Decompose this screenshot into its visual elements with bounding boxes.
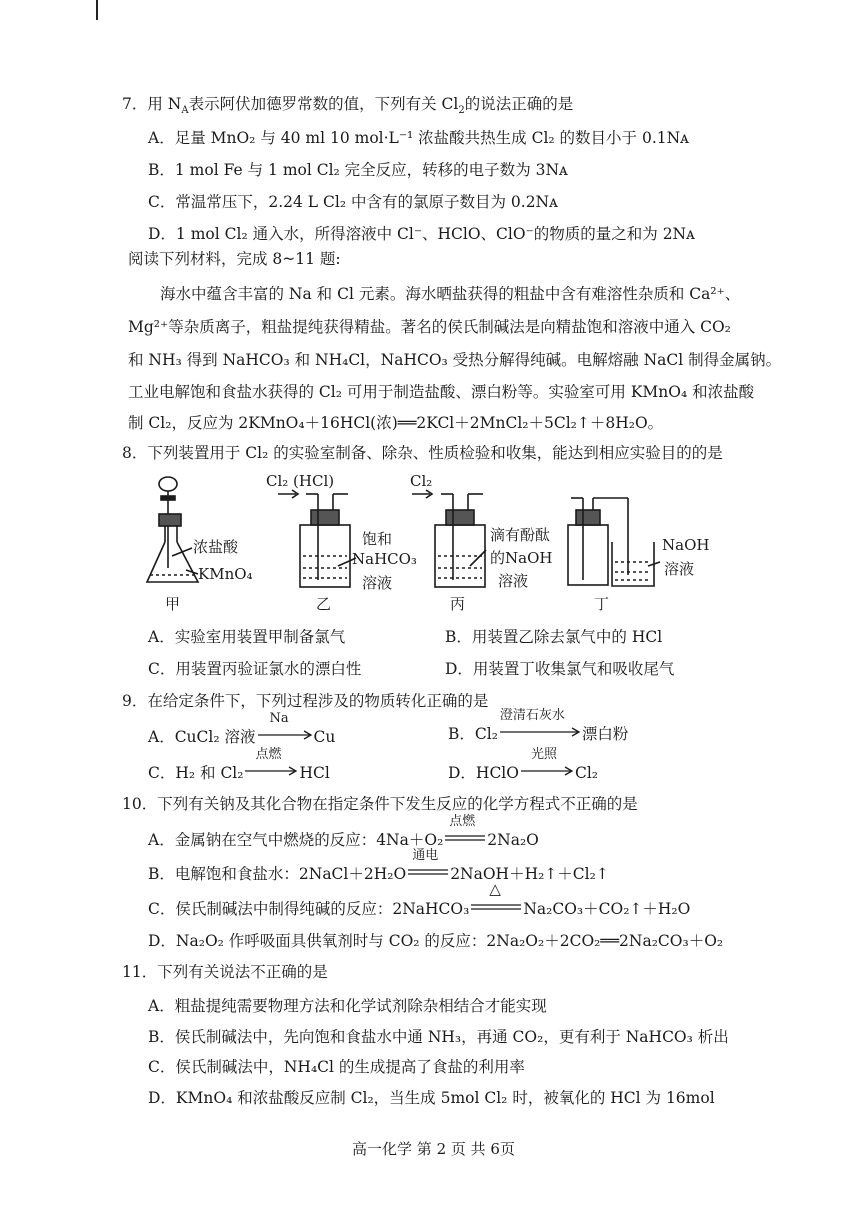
label-bing-1: 滴有酚酞 [490, 526, 551, 544]
label-bing-3: 溶液 [498, 572, 529, 590]
equals-sign: 点燃 [449, 814, 476, 829]
apparatus-yi [278, 490, 350, 587]
q9-option-c: C．H₂ 和 Cl₂ 点燃 HCl [148, 747, 330, 782]
q9-stem: 9．在给定条件下，下列过程涉及的物质转化正确的是 [122, 692, 489, 710]
apparatus-ding [568, 498, 654, 586]
label-bing: 丙 [450, 595, 466, 613]
reading-p3: 和 NH₃ 得到 NaHCO₃ 和 NH₄Cl，NaHCO₃ 受热分解得纯碱。电解熔融 NaCl 制得金属钠。 [128, 351, 782, 369]
q10-stem: 10．下列有关钠及其化合物在指定条件下发生反应的化学方程式不正确的是 [122, 795, 638, 813]
reaction-arrow: 点燃 [243, 757, 299, 779]
page-footer: 高一化学 第 2 页 共 6页 [352, 1140, 515, 1158]
label-yi-1: 饱和 [362, 530, 393, 548]
q9-option-d: D．HClO 光照 Cl₂ [448, 747, 598, 782]
q9-option-a: A．CuCl₂ 溶液 Na Cu [148, 711, 336, 746]
label-jia-kmno4: KMnO₄ [198, 565, 253, 583]
q8-option-b: B．用装置乙除去氯气中的 HCl [445, 628, 663, 646]
q9-option-b: B．Cl₂ 澄清石灰水 漂白粉 [448, 708, 629, 743]
reading-p4: 工业电解饱和食盐水获得的 Cl₂ 可用于制造盐酸、漂白粉等。实验室可用 KMnO₄ 和浓盐酸 [128, 383, 755, 401]
reading-intro: 阅读下列材料，完成 8~11 题: [128, 250, 341, 268]
reading-p2: Mg²⁺等杂质离子，粗盐提纯获得精盐。著名的侯氏制碱法是向精盐饱和溶液中通入 CO₂ [128, 318, 731, 336]
q8-option-a: A．实验室用装置甲制备氯气 [148, 628, 346, 646]
label-yi: 乙 [316, 595, 332, 613]
equals-sign: 通电 [412, 848, 439, 863]
label-ding-1: NaOH [662, 536, 710, 554]
reaction-arrow: 光照 [519, 757, 575, 779]
q10-option-a: A．金属钠在空气中燃烧的反应：4Na＋O₂ 点燃 2Na₂O [148, 814, 539, 849]
q8-option-d: D．用装置丁收集氯气和吸收尾气 [445, 660, 675, 678]
label-ding: 丁 [594, 595, 610, 613]
label-jia: 甲 [165, 595, 181, 613]
margin-mark [96, 0, 98, 20]
apparatus-figure [0, 470, 867, 620]
apparatus-jia [147, 477, 198, 582]
label-yi-3: 溶液 [362, 574, 393, 592]
reading-p5: 制 Cl₂，反应为 2KMnO₄＋16HCl(浓)══2KCl＋2MnCl₂＋5Cl₂↑＋8H₂O。 [128, 414, 664, 432]
reaction-arrow: Na [256, 721, 314, 743]
q11-option-b: B．侯氏制碱法中，先向饱和食盐水中通 NH₃，再通 CO₂，更有利于 NaHCO₃ 析出 [148, 1028, 729, 1046]
q8-stem: 8．下列装置用于 Cl₂ 的实验室制备、除杂、性质检验和收集，能达到相应实验目的的是 [122, 444, 723, 462]
q7-stem: 7．用 $N_A$表示阿伏加德罗常数的值，下列有关 $Cl_2$的说法正确的是 [122, 95, 574, 117]
q7-option-a: A．足量 MnO₂ 与 40 ml 10 mol·L⁻¹ 浓盐酸共热生成 Cl₂ 的数目小于 0.1Nᴀ [148, 129, 689, 147]
apparatus-bing [412, 490, 485, 587]
q10-option-b: B．电解饱和食盐水：2NaCl＋2H₂O 通电 2NaOH＋H₂↑＋Cl₂↑ [148, 848, 609, 883]
q11-stem: 11．下列有关说法不正确的是 [122, 963, 328, 981]
equals-sign: △ [489, 880, 501, 898]
label-yi-2: NaHCO₃ [352, 550, 417, 568]
q7-option-d: D．1 mol Cl₂ 通入水，所得溶液中 Cl⁻、HClO、ClO⁻的物质的量之和为 2Nᴀ [148, 225, 695, 243]
q11-option-c: C．侯氏制碱法中，NH₄Cl 的生成提高了食盐的利用率 [148, 1058, 525, 1076]
q10-option-d: D．Na₂O₂ 作呼吸面具供氧剂时与 CO₂ 的反应：2Na₂O₂＋2CO₂══2Na₂CO₃＋O₂ [148, 932, 724, 950]
q7-option-c: C．常温常压下，2.24 L Cl₂ 中含有的氯原子数目为 0.2Nᴀ [148, 193, 558, 211]
q11-option-d: D．KMnO₄ 和浓盐酸反应制 Cl₂，当生成 5mol Cl₂ 时，被氧化的 HCl 为 16mol [148, 1089, 715, 1107]
q11-option-a: A．粗盐提纯需要物理方法和化学试剂除杂相结合才能实现 [148, 997, 547, 1015]
label-bing-inlet: Cl₂ [410, 472, 433, 490]
label-bing-2: 的NaOH [490, 549, 553, 567]
q10-option-c: C．侯氏制碱法中制得纯碱的反应：2NaHCO₃ △ Na₂CO₃＋CO₂↑＋H₂O [148, 880, 691, 918]
reaction-arrow: 澄清石灰水 [498, 718, 582, 740]
label-ding-2: 溶液 [664, 560, 695, 578]
q8-option-c: C．用装置丙验证氯水的漂白性 [148, 660, 362, 678]
q7-option-b: B．1 mol Fe 与 1 mol Cl₂ 完全反应，转移的电子数为 3Nᴀ [148, 161, 568, 179]
label-jia-acid: 浓盐酸 [193, 538, 239, 556]
label-yi-inlet: Cl₂ (HCl) [266, 472, 335, 490]
reading-p1: 海水中蕴含丰富的 Na 和 Cl 元素。海水晒盐获得的粗盐中含有难溶性杂质和 Ca²⁺、 [160, 285, 741, 303]
